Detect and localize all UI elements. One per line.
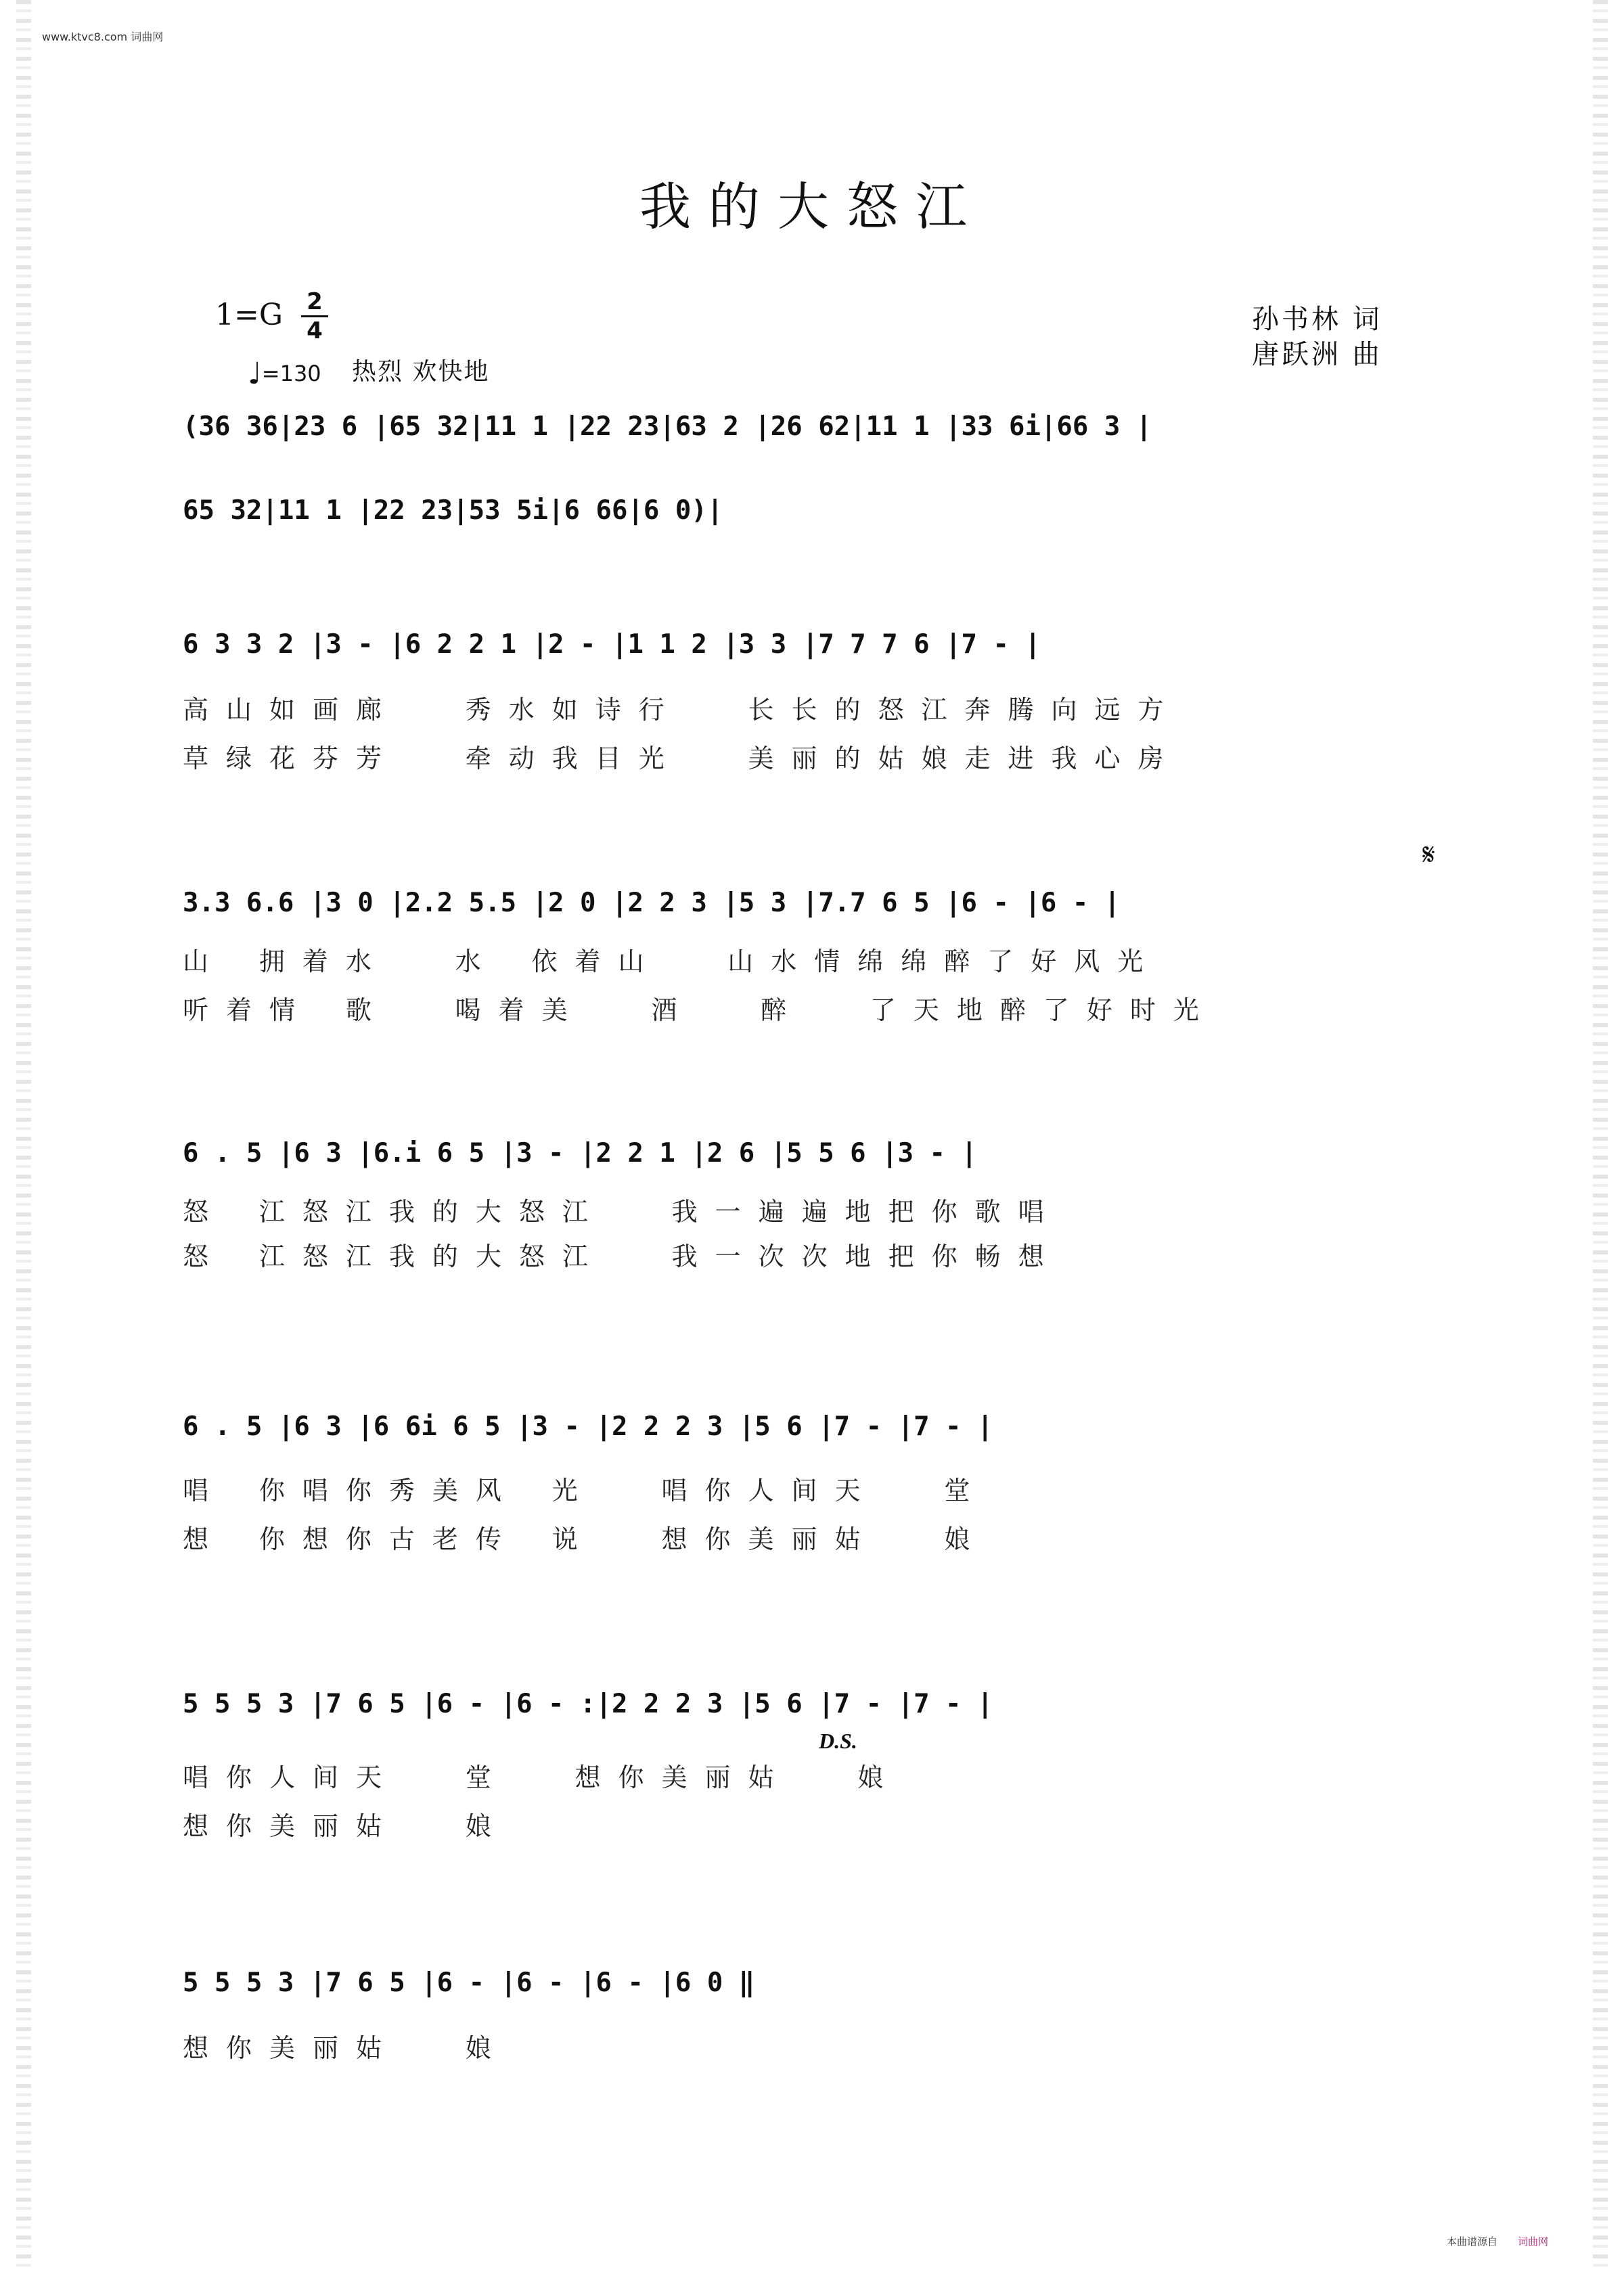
notation-line: 6 . 5 |6 3 |6.i 6 5 |3 - |2 2 1 |2 6 |5 5 6 |3 - | <box>183 1138 977 1168</box>
lyric-line: 听着情 歌 喝着美 酒 醉 了天地醉了好时光 <box>183 995 1217 1025</box>
lyric-line: 唱你人间天 堂 想你美丽姑 娘 <box>183 1763 901 1792</box>
lyric-line: 山 拥着水 水 依着山 山水情绵绵醉了好风光 <box>183 947 1161 976</box>
tempo-value: =130 <box>261 361 321 386</box>
lyric-line: 想你美丽姑 娘 <box>183 2033 509 2063</box>
song-title: 我的大怒江 <box>639 177 985 237</box>
lyric-line: 怒 江怒江我的大怒江 我一遍遍地把你歌唱 <box>183 1197 1062 1227</box>
composer-credit: 唐跃洲 曲 <box>1252 339 1382 370</box>
tempo-marking <box>248 354 321 391</box>
notation-line: 3.3 6.6 |3 0 |2.2 5.5 |2 0 |2 2 3 |5 3 |7.7 6 5 |6 - |6 - | <box>183 888 1121 918</box>
key-signature: 1=G <box>215 298 284 332</box>
segno-icon: 𝄋 <box>1422 838 1435 872</box>
site-watermark-bottom <box>1447 2234 1548 2248</box>
lyric-line: 怒 江怒江我的大怒江 我一次次地把你畅想 <box>183 1242 1062 1271</box>
notation-line: 6 . 5 |6 3 |6 6i 6 5 |3 - |2 2 2 3 |5 6 |7 - |7 - | <box>183 1411 993 1442</box>
notation-line: 6 3 3 2 |3 - |6 2 2 1 |2 - |1 1 2 |3 3 |7 7 7 6 |7 - | <box>183 629 1041 660</box>
dal-segno-mark: D.S. <box>819 1729 857 1753</box>
notation-line: 65 32|11 1 |22 23|53 5i|6 66|6 0)| <box>183 495 723 526</box>
time-signature-top: 2 <box>307 288 323 315</box>
lyric-line: 高山如画廊 秀水如诗行 长长的怒江奔腾向远方 <box>183 695 1181 725</box>
lyricist-credit: 孙书林 词 <box>1252 304 1382 335</box>
notation-line: 5 5 5 3 |7 6 5 |6 - |6 - |6 - |6 0 ‖ <box>183 1968 755 1998</box>
right-edge-watermark-strip <box>1593 0 1608 2270</box>
expression-marking: 热烈 欢快地 <box>352 358 490 386</box>
lyric-line: 想你美丽姑 娘 <box>183 1811 509 1841</box>
left-edge-watermark-strip <box>16 0 31 2270</box>
site-brand: 词曲网 <box>1518 2235 1549 2248</box>
notation-line: 5 5 5 3 |7 6 5 |6 - |6 - :|2 2 2 3 |5 6 |7 - |7 - | <box>183 1689 993 1719</box>
site-watermark-top: www.ktvc8.com 词曲网 <box>42 30 164 43</box>
lyric-line: 唱 你唱你秀美风 光 唱你人间天 堂 <box>183 1476 988 1505</box>
lyric-line: 草绿花芬芳 牵动我目光 美丽的姑娘走进我心房 <box>183 744 1181 773</box>
time-signature <box>301 290 328 343</box>
quarter-note-icon: ♩ <box>248 357 262 391</box>
time-signature-bottom: 4 <box>307 317 323 344</box>
lyric-line: 想 你想你古老传 说 想你美丽姑 娘 <box>183 1524 988 1554</box>
source-note: 本曲谱源自 <box>1447 2235 1498 2248</box>
notation-line: (36 36|23 6 |65 32|11 1 |22 23|63 2 |26 62|11 1 |33 6i|66 3 | <box>183 411 1152 442</box>
